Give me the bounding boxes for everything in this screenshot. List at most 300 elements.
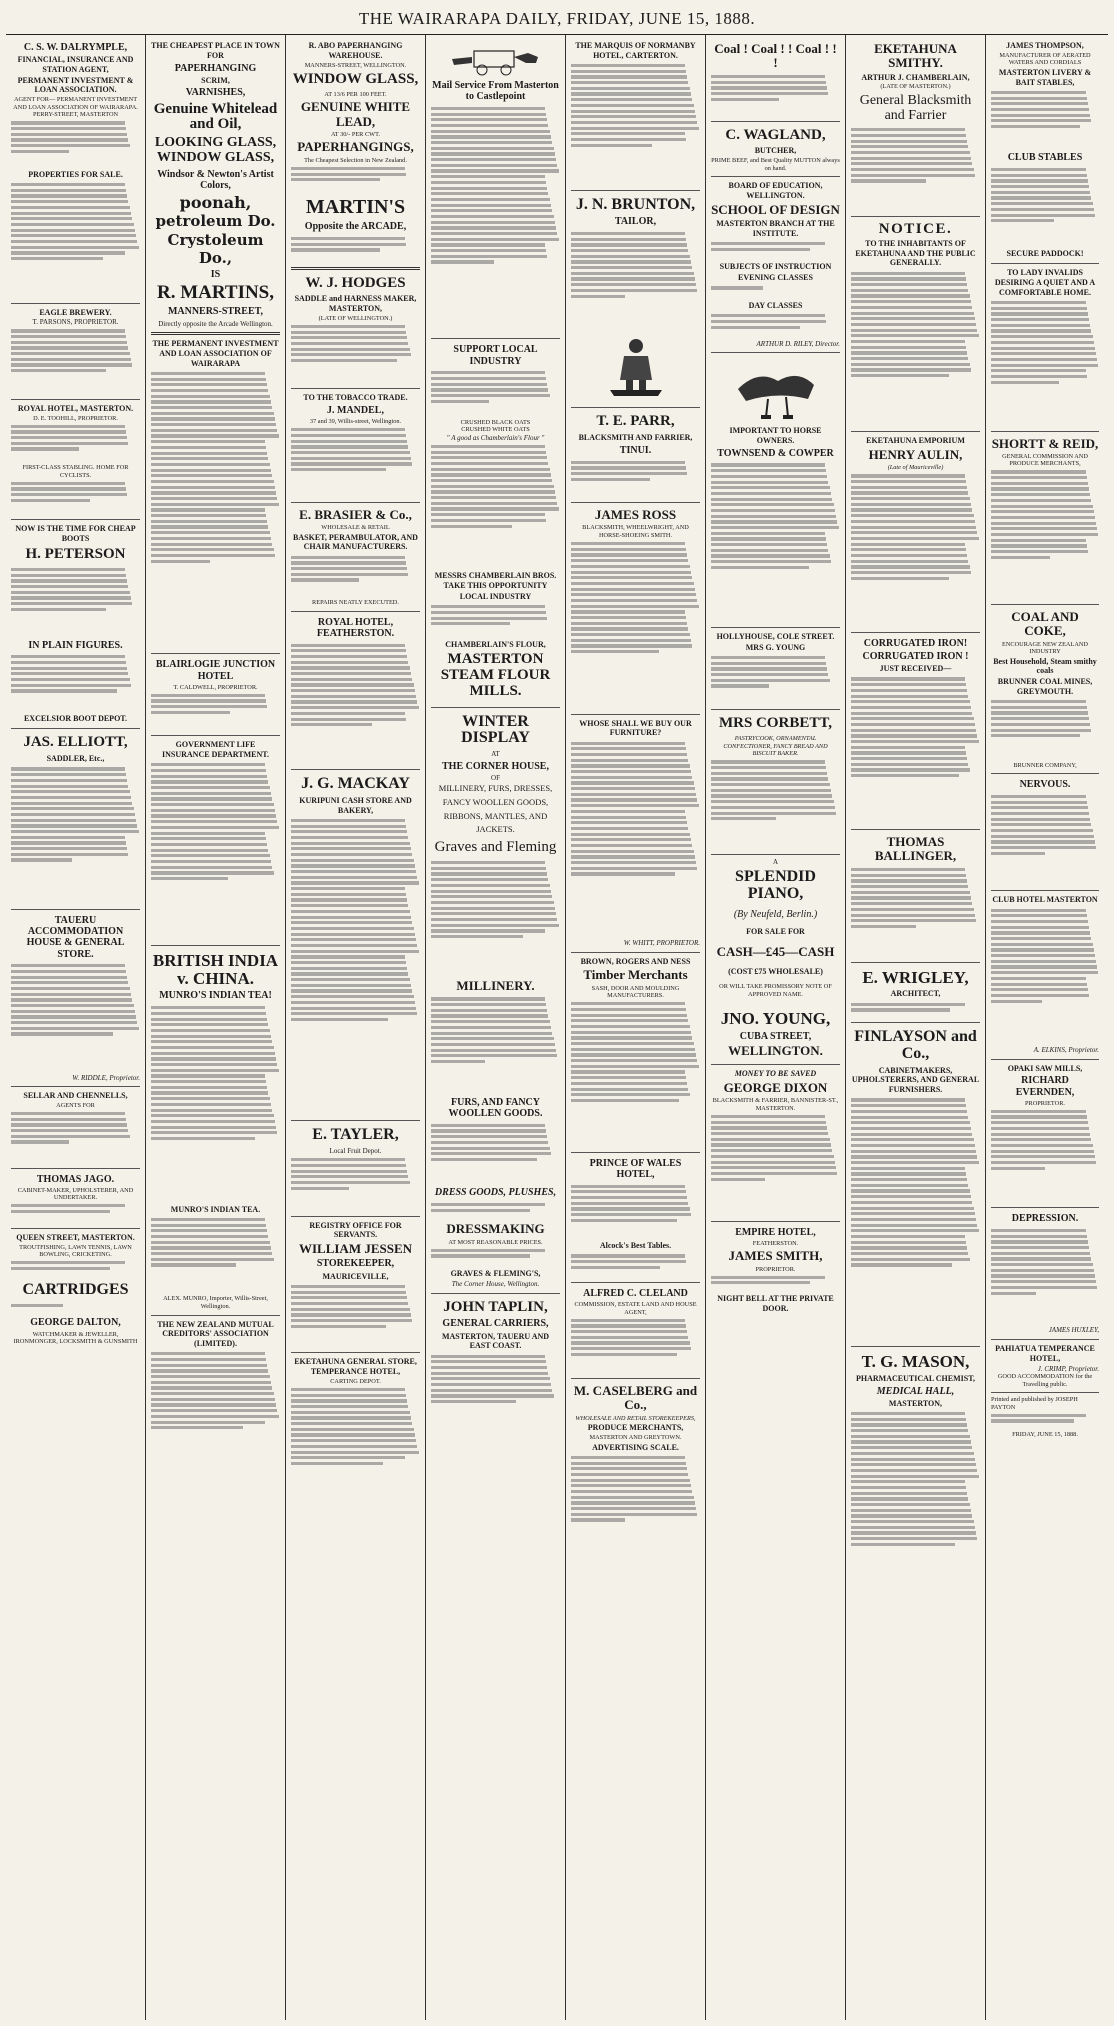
column-3 [286, 35, 426, 2020]
ad-body-text [991, 1107, 1099, 1203]
text-line [851, 283, 967, 286]
text-line [431, 1009, 547, 1012]
ad-text: MANNERS-STREET, WELLINGTON. [304, 61, 407, 69]
text-line [851, 368, 971, 371]
text-line [711, 1126, 827, 1129]
text-line [991, 1121, 1088, 1124]
text-line [851, 565, 970, 568]
text-line [151, 814, 276, 817]
ad-subheading: PROPERTIES FOR SALE. [28, 169, 123, 179]
ad-heading: EKETAHUNA GENERAL STORE, TEMPERANCE HOTEL, [294, 1357, 417, 1377]
text-line [851, 554, 967, 557]
text-line [291, 1319, 412, 1322]
text-line [291, 649, 406, 652]
text-line [151, 1369, 268, 1372]
text-line [11, 853, 128, 856]
text-line [991, 829, 1093, 832]
text-line [711, 1115, 825, 1118]
text-line [571, 104, 694, 107]
text-line [431, 485, 554, 488]
text-line [11, 217, 132, 220]
text-line [151, 446, 266, 449]
ad-body-text [11, 566, 140, 638]
text-line [991, 1274, 1095, 1277]
text-line [991, 191, 1090, 194]
ad-body-text [291, 816, 420, 1116]
text-line [711, 800, 834, 803]
column-7 [846, 35, 986, 2020]
ad-heading: JOHN TAPLIN, [443, 1298, 548, 1315]
text-line [431, 918, 557, 921]
text-line [991, 729, 1091, 732]
ad-text: The Cheapest Selection in New Zealand. [304, 156, 407, 164]
ad-heading: CASH—£45—CASH [716, 943, 835, 959]
ad-text: MASTERTON AND GREYTOWN. [589, 1434, 682, 1442]
text-line [291, 695, 416, 698]
ad-text: CRUSHED BLACK OATS [460, 418, 531, 426]
text-line [431, 147, 554, 150]
text-line [431, 884, 550, 887]
text-line [711, 463, 825, 466]
text-line [571, 81, 688, 84]
text-line [431, 513, 545, 516]
text-line [431, 1254, 530, 1257]
text-line [151, 1097, 270, 1100]
text-line [151, 400, 271, 403]
ad-heading: CARTRIDGES [22, 1280, 129, 1298]
ad-eketahuna-store [291, 1353, 420, 1509]
ad-signature: GRAVES & FLEMING'S, [450, 1269, 541, 1279]
text-line [151, 1137, 255, 1140]
text-line [431, 215, 554, 218]
ad-heading: BOARD OF EDUCATION, WELLINGTON. [728, 181, 823, 200]
text-line [151, 1120, 275, 1123]
text-line [151, 786, 270, 789]
text-line [851, 497, 970, 500]
text-line [711, 760, 825, 763]
text-line [571, 1042, 694, 1045]
ad-text: OF [491, 773, 500, 782]
text-line [571, 644, 692, 647]
ad-heading: RICHARD EVERNDEN, [1015, 1075, 1075, 1098]
text-line [11, 183, 125, 186]
ad-body-text [431, 1200, 560, 1220]
ad-heading: W. J. HODGES [305, 274, 406, 291]
ad-heading: OPAKI SAW MILLS, [1007, 1063, 1083, 1073]
text-line [571, 138, 686, 141]
text-line [711, 98, 779, 101]
text-line [571, 1185, 685, 1188]
text-line [291, 938, 416, 941]
text-line [711, 326, 800, 329]
text-line [851, 729, 976, 732]
text-line [151, 1091, 268, 1094]
text-line [151, 378, 266, 381]
text-line [151, 820, 277, 823]
ad-heading: MARTIN'S [305, 196, 406, 219]
ad-heading: THOMAS BALLINGER, [874, 833, 957, 864]
ad-heading: Coal ! Coal ! ! Coal ! ! ! [714, 41, 837, 71]
text-line [711, 75, 825, 78]
text-line [291, 1325, 386, 1328]
text-line [571, 816, 686, 819]
text-line [431, 1135, 547, 1138]
text-line [991, 185, 1089, 188]
text-line [151, 440, 265, 443]
text-line [991, 527, 1097, 530]
text-line [11, 824, 137, 827]
text-line [11, 133, 127, 136]
text-line [571, 548, 686, 551]
text-line [711, 1138, 830, 1141]
text-line [151, 1229, 267, 1232]
ad-heading: JAS. ELLIOTT, [23, 734, 128, 751]
text-line [11, 1261, 125, 1264]
ad-heading: BROWN, ROGERS AND NESS [580, 956, 691, 966]
text-line [431, 1037, 554, 1040]
text-line [151, 849, 268, 852]
text-line [851, 1121, 970, 1124]
ad-subheading: Alcock's Best Tables. [599, 1241, 672, 1251]
ad-subheading: ARTHUR J. CHAMBERLAIN, [861, 72, 970, 82]
text-line [991, 347, 1095, 350]
text-line [851, 1440, 971, 1443]
ad-heading: QUEEN STREET, MASTERTON. [16, 1232, 135, 1242]
text-line [571, 742, 685, 745]
text-line [291, 672, 411, 675]
text-line [991, 1161, 1096, 1164]
ad-subheading: MESSRS CHAMBERLAIN BROS. TAKE THIS OPPORTUNITY [434, 571, 557, 591]
text-line [151, 372, 265, 375]
text-line [571, 844, 692, 847]
text-line [291, 462, 412, 465]
text-line [11, 970, 126, 973]
text-line [291, 1394, 406, 1397]
text-line [571, 1341, 690, 1344]
ad-body-text [571, 1182, 700, 1240]
text-line [151, 866, 272, 869]
ad-heading: poonah, [179, 192, 252, 212]
text-line [151, 1252, 272, 1255]
imprint-text: Printed and published by JOSEPH PAYTON [991, 1396, 1078, 1411]
text-line [851, 1469, 977, 1472]
text-line [291, 359, 397, 362]
ad-text: BLACKSMITH, WHEELWRIGHT, AND HORSE-SHOEING SMITH. [582, 524, 689, 540]
ad-finlayson [851, 1023, 980, 1347]
ad-body-text [711, 73, 840, 117]
text-line [431, 1043, 555, 1046]
text-line [571, 144, 652, 147]
text-line [711, 469, 826, 472]
text-line [431, 1124, 545, 1127]
ad-signature: W. WHITT, PROPRIETOR. [623, 939, 700, 948]
text-line [571, 1219, 677, 1222]
ad-body-text [991, 299, 1099, 427]
text-line [11, 830, 139, 833]
text-line [431, 496, 556, 499]
ad-emporium [851, 432, 980, 633]
text-line [431, 912, 556, 915]
text-line [851, 1138, 974, 1141]
text-line [151, 1358, 266, 1361]
ad-text: CABINET-MAKER, UPHOLSTERER, AND UNDERTAKER. [17, 1186, 134, 1202]
text-line [291, 661, 408, 664]
text-line [431, 462, 548, 465]
ad-heading: COAL AND COKE, [1011, 608, 1079, 639]
text-line [151, 1063, 277, 1066]
text-line [711, 684, 769, 687]
text-line [11, 346, 128, 349]
text-line [151, 1057, 276, 1060]
ad-text: AGENT FOR— PERMANENT INVESTMENT AND LOAN ASSOCIATION OF WAIRARAPA. [13, 96, 138, 111]
text-line [711, 515, 836, 518]
text-line [431, 1209, 530, 1212]
text-line [991, 102, 1088, 105]
ad-body-text [291, 553, 420, 599]
text-line [431, 226, 556, 229]
text-line [11, 212, 131, 215]
text-line [291, 578, 359, 581]
text-line [151, 463, 270, 466]
text-line [431, 935, 523, 938]
ad-body-text [151, 691, 280, 731]
text-line [851, 503, 971, 506]
ad-heading: DRESS GOODS, PLUSHES, [434, 1187, 557, 1199]
text-line [571, 553, 687, 556]
ad-heading: Opposite the ARCADE, [304, 221, 407, 233]
text-line [431, 181, 546, 184]
text-line [151, 763, 265, 766]
text-line [11, 672, 128, 675]
text-line [571, 132, 685, 135]
text-line [851, 1486, 966, 1489]
text-line [711, 314, 825, 317]
text-line [151, 537, 271, 540]
text-line [291, 712, 405, 715]
text-line [431, 1377, 550, 1380]
text-line [851, 374, 949, 377]
text-line [431, 1372, 548, 1375]
ad-heading: CORRUGATED IRON! [863, 637, 968, 649]
text-line [431, 192, 548, 195]
text-line [571, 1353, 677, 1356]
text-line [151, 491, 276, 494]
text-line [571, 121, 697, 124]
ad-text: Directly opposite the Arcade Wellington. [158, 319, 273, 328]
text-line [991, 1144, 1093, 1147]
text-line [851, 896, 971, 899]
ad-body-text [291, 164, 420, 194]
text-line [11, 1204, 125, 1207]
text-line [431, 1141, 548, 1144]
text-line [571, 1048, 695, 1051]
text-line [711, 662, 826, 665]
text-line [571, 753, 687, 756]
ad-corrugated-iron [851, 633, 980, 830]
ad-body-text [851, 866, 980, 958]
text-line [11, 779, 127, 782]
text-line [151, 1246, 271, 1249]
text-line [291, 887, 405, 890]
text-line [11, 841, 126, 844]
text-line [11, 655, 125, 658]
text-line [851, 1509, 971, 1512]
text-line [851, 162, 972, 165]
tailor-figure-illustration [606, 334, 666, 400]
ad-body-text [151, 1350, 280, 1470]
text-line [571, 1002, 685, 1005]
text-line [571, 1088, 688, 1091]
text-line [851, 1133, 972, 1136]
ad-body-text [991, 166, 1099, 248]
text-line [851, 340, 965, 343]
text-line [291, 836, 408, 839]
text-line [431, 232, 557, 235]
ad-horse-owners [711, 353, 840, 628]
text-line [151, 383, 267, 386]
text-line [291, 984, 411, 987]
text-line [571, 283, 696, 286]
text-line [431, 468, 550, 471]
text-line [991, 539, 1086, 542]
text-line [851, 925, 916, 928]
text-line [991, 926, 1089, 929]
text-line [571, 70, 686, 73]
text-line [571, 759, 688, 762]
ad-heading: NERVOUS. [1019, 779, 1071, 791]
text-line [991, 1263, 1093, 1266]
ad-body-text [11, 119, 140, 169]
text-line [991, 931, 1090, 934]
text-line [851, 157, 971, 160]
text-line [571, 115, 696, 118]
text-line [431, 456, 547, 459]
text-line [851, 491, 968, 494]
text-line [431, 895, 552, 898]
text-line [711, 520, 837, 523]
text-line [711, 1276, 825, 1279]
text-line [151, 452, 267, 455]
ad-body-text [991, 792, 1099, 886]
text-line [151, 1403, 276, 1406]
text-line [431, 890, 551, 893]
text-line [571, 764, 690, 767]
ad-brunton [571, 191, 700, 409]
ad-heading: MILLINERY. [456, 977, 535, 993]
text-line [151, 1103, 271, 1106]
text-line [431, 394, 550, 397]
ad-caselberg [571, 1379, 700, 1557]
text-line [11, 591, 130, 594]
text-line [991, 544, 1087, 547]
text-line [151, 554, 275, 557]
ad-tayler [291, 1121, 420, 1216]
text-line [151, 1386, 272, 1389]
text-line [711, 1172, 837, 1175]
text-line [851, 1218, 976, 1221]
text-line [431, 187, 547, 190]
text-line [851, 1514, 972, 1517]
ad-subheading: GENERAL CARRIERS, [442, 1318, 549, 1330]
text-line [851, 1463, 976, 1466]
text-line [291, 342, 408, 345]
ad-heading: SPLENDID PIANO, [735, 868, 816, 903]
ad-heading: GENUINE WHITE LEAD, [300, 99, 411, 129]
text-line [991, 1127, 1089, 1130]
text-line [291, 1007, 416, 1010]
text-line [431, 872, 547, 875]
ad-heading: JAMES THOMPSON, [1006, 41, 1084, 50]
text-line [571, 1196, 687, 1199]
text-line [851, 1127, 971, 1130]
text-line [571, 559, 688, 562]
text-line [991, 214, 1095, 217]
text-line [11, 425, 125, 428]
text-line [151, 877, 228, 880]
ad-body-text [431, 859, 560, 977]
text-line [991, 335, 1093, 338]
ad-heading: SUPPORT LOCAL INDUSTRY [453, 344, 538, 367]
text-line [151, 1375, 270, 1378]
text-line [711, 806, 835, 809]
text-line [11, 807, 134, 810]
ad-heading: THE CHEAPEST PLACE IN TOWN FOR [151, 41, 280, 60]
text-line [571, 1501, 695, 1504]
ad-brasier [291, 503, 420, 612]
ad-piano [711, 855, 840, 1066]
ad-text: AT 13/6 PER 100 FEET. [324, 90, 387, 98]
text-line [151, 871, 274, 874]
text-line [291, 1012, 417, 1015]
text-line [851, 1116, 968, 1119]
text-line [571, 787, 695, 790]
ad-body-text [11, 1110, 140, 1164]
text-line [991, 835, 1094, 838]
ad-peterson [11, 520, 140, 729]
ad-body-text [291, 1385, 420, 1505]
text-line [431, 525, 512, 528]
text-line [991, 909, 1086, 912]
text-line [711, 766, 826, 769]
ad-heading: TAUERU ACCOMMODATION HOUSE & GENERAL STORE. [26, 914, 125, 960]
text-line [571, 1190, 686, 1193]
text-line [991, 937, 1091, 940]
text-line [291, 706, 419, 709]
text-line [711, 492, 831, 495]
text-line [431, 507, 559, 510]
text-line [571, 565, 690, 568]
text-line [571, 1065, 699, 1068]
text-line [991, 983, 1087, 986]
text-line [151, 389, 268, 392]
text-line [851, 1423, 967, 1426]
text-line [711, 1161, 835, 1164]
text-line [851, 1172, 966, 1175]
text-line [851, 723, 975, 726]
text-line [431, 1129, 546, 1132]
text-line [851, 571, 971, 574]
text-line [151, 809, 275, 812]
text-line [571, 1496, 694, 1499]
ad-body-text [431, 1246, 560, 1268]
ad-heading: FURS, AND FANCY WOOLLEN GOODS. [448, 1096, 543, 1120]
text-line [291, 457, 411, 460]
text-line [991, 358, 1097, 361]
ad-text: OR WILL TAKE PROMISSORY NOTE OF APPROVED NAME. [719, 982, 832, 998]
text-line [571, 1347, 691, 1350]
text-line [711, 526, 839, 529]
ad-eketahuna-smithy [851, 37, 980, 217]
